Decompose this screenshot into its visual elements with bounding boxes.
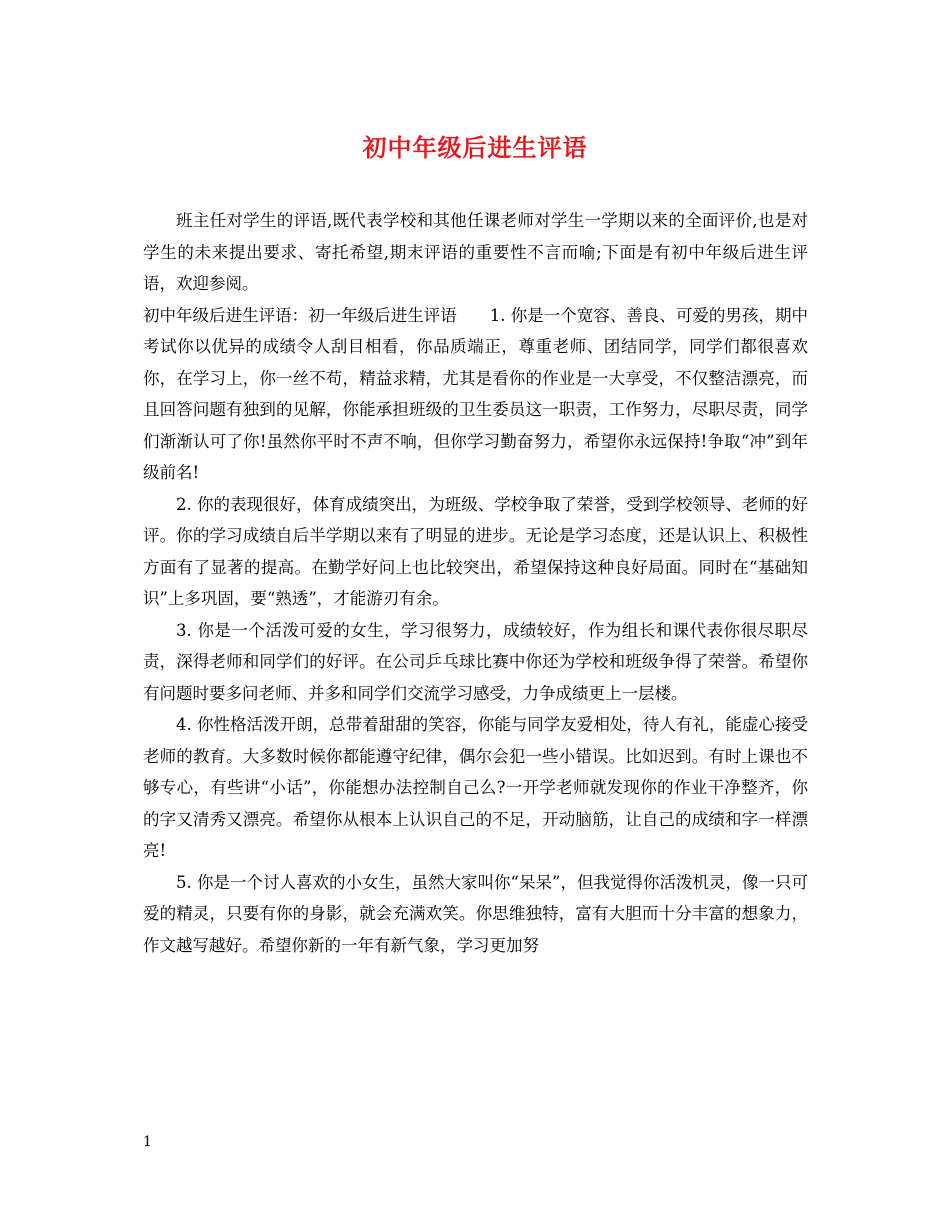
document-title: 初中年级后进生评语: [362, 133, 588, 162]
page-number: 1: [143, 1134, 152, 1150]
comment-paragraph-2: 2. 你的表现很好，体育成绩突出，为班级、学校争取了荣誉，受到学校领导、老师的好评。你的学习成绩自后半学期以来有了明显的进步。无论是学习态度，还是认识上、积极性方面有了显著的提高。在勤学好问上也比较突出，希望保持这种良好局面。同时在“基础知识”上多巩固，要“熟透”，才能游刃有余。: [143, 494, 808, 608]
comment-paragraph-4: 4. 你性格活泼开朗，总带着甜甜的笑容，你能与同学友爱相处，待人有礼，能虚心接受老师的教育。大多数时候你都能遵守纪律，偶尔会犯一些小错误。比如迟到。有时上课也不够专心，有些讲“小话”，你能想办法控制自己么?一开学老师就发现你的作业干净整齐，你的字又清秀又漂亮。希望你从根本上认识自己的不足，开动脑筋，让自己的成绩和字一样漂亮!: [143, 715, 808, 860]
intro-paragraph: 班主任对学生的评语,既代表学校和其他任课老师对学生一学期以来的全面评价,也是对学生的未来提出要求、寄托希望,期末评语的重要性不言而喻;下面是有初中年级后进生评语，欢迎参阅。: [143, 211, 808, 293]
comment-paragraph-3: 3. 你是一个活泼可爱的女生，学习很努力，成绩较好，作为组长和课代表你很尽职尽责，深得老师和同学们的好评。在公司乒乓球比赛中你还为学校和班级争得了荣誉。希望你有问题时要多问老师、并多和同学们交流学习感受，力争成绩更上一层楼。: [143, 620, 808, 703]
document-body: [143, 205, 808, 961]
comment-paragraph-5: 5. 你是一个讨人喜欢的小女生，虽然大家叫你“呆呆”，但我觉得你活泼机灵，像一只可爱的精灵，只要有你的身影，就会充满欢笑。你思维独特，富有大胆而十分丰富的想象力，作文越写越好。希望你新的一年有新气象，学习更加努: [143, 872, 808, 955]
comment-paragraph-1: 初中年级后进生评语：初一年级后进生评语 1. 你是一个宽容、善良、可爱的男孩，期中考试你以优异的成绩令人刮目相看，你品质端正，尊重老师、团结同学，同学们都很喜欢你，在学习上，你一丝不苟，精益求精，尤其是看你的作业是一大享受，不仅整洁漂亮，而且回答问题有独到的见解，你能承担班级的卫生委员这一职责，工作努力，尽职尽责，同学们渐渐认可了你!虽然你平时不声不响，但你学习勤奋努力，希望你永远保持!争取“冲”到年级前名!: [143, 305, 808, 482]
